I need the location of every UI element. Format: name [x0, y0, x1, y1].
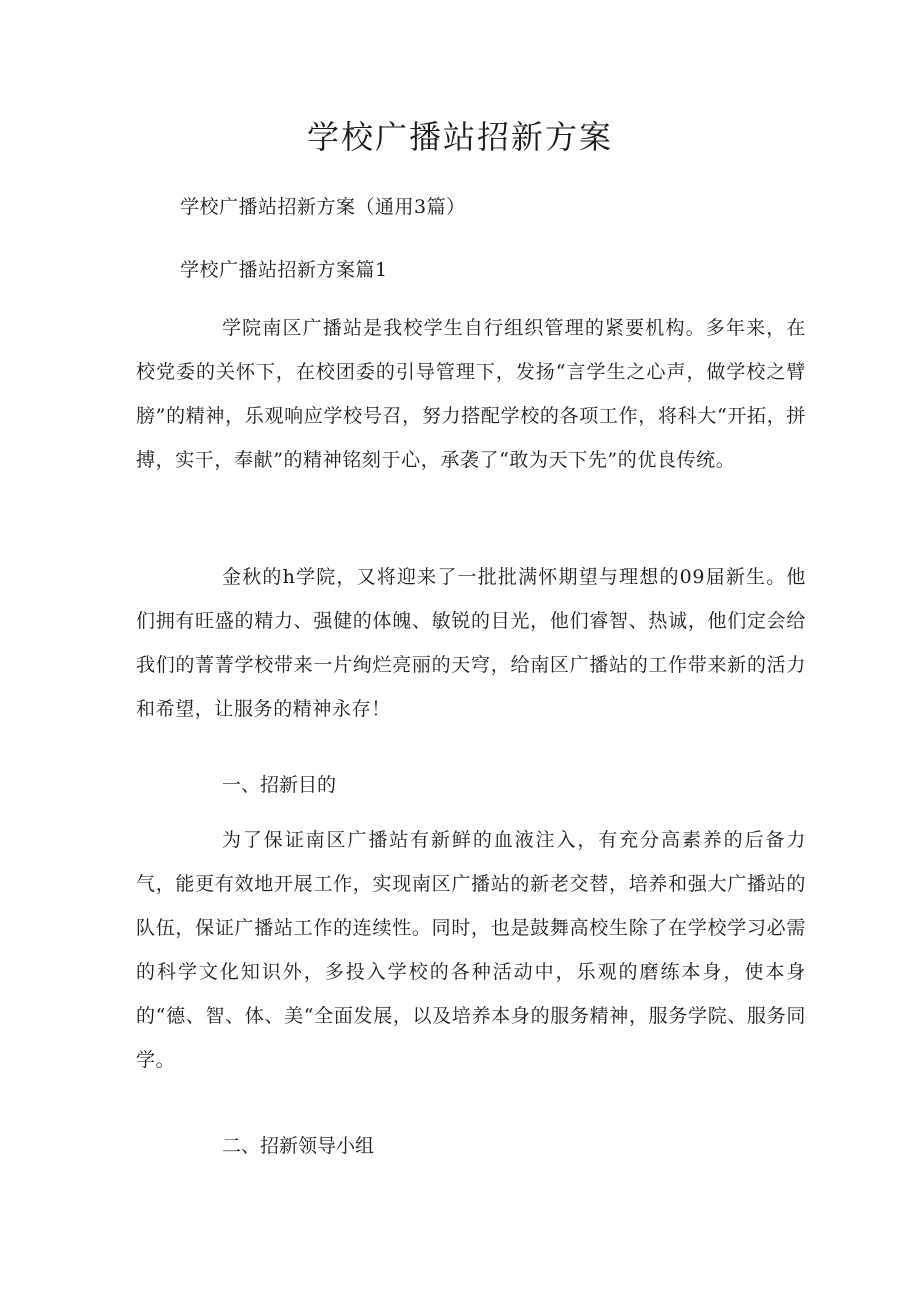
paragraph-2: 金秋的h学院，又将迎来了一批批满怀期望与理想的09届新生。他们拥有旺盛的精力、强健的体魄、敏锐的目光，他们睿智、热诚，他们定会给我们的菁菁学校带来一片绚烂亮丽的天穹，给南区广播站的工作带来新的活力和希望，让服务的精神永存！ [136, 566, 806, 720]
document-subtitle: 学校广播站招新方案（通用3篇） [180, 196, 466, 218]
paragraph-3: 为了保证南区广播站有新鲜的血液注入，有充分高素养的后备力气，能更有效地开展工作，实现南区广播站的新老交替，培养和强大广播站的队伍，保证广播站工作的连续性。同时，也是鼓舞高校生除了在学校学习必需的科学文化知识外，多投入学校的各种活动中，乐观的磨练本身，使本身的“德、智、体、美“全面发展，以及培养本身的服务精神，服务学院、服务同学。 [136, 829, 806, 1071]
document-title: 学校广播站招新方案 [306, 118, 613, 156]
paragraph-1: 学院南区广播站是我校学生自行组织管理的紧要机构。多年来，在校党委的关怀下，在校团委的引导管理下，发扬“言学生之心声，做学校之臂膀”的精神，乐观响应学校号召，努力搭配学校的各项工作，将科大“开拓，拼搏，实干，奉献”的精神铭刻于心，承袭了“敢为天下先”的优良传统。 [136, 317, 806, 471]
heading-recruit-purpose: 一、招新目的 [222, 774, 337, 796]
heading-recruit-leadership: 二、招新领导小组 [222, 1135, 375, 1157]
section-title: 学校广播站招新方案篇1 [180, 259, 388, 281]
